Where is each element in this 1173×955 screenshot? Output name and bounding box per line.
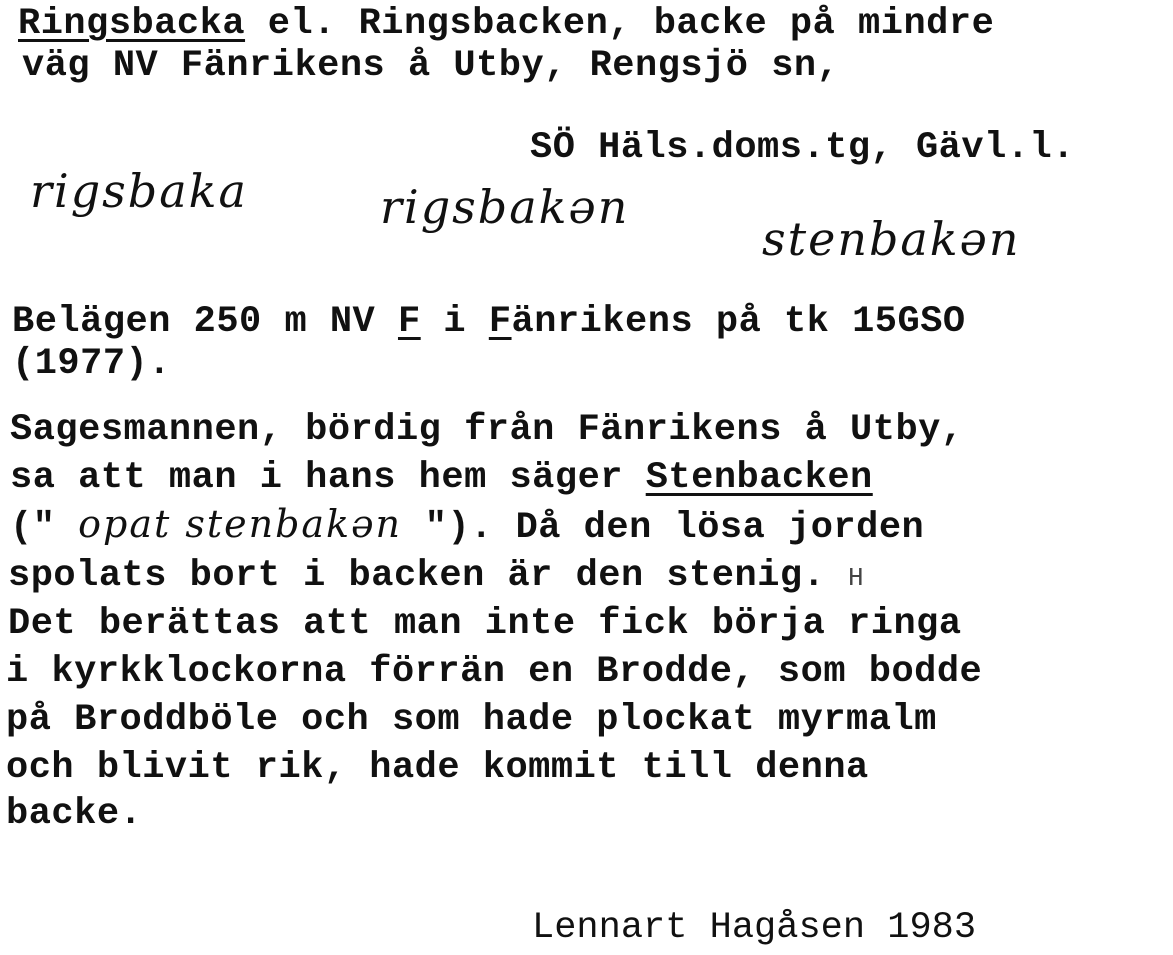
place-name: Ringsbacka: [18, 3, 246, 45]
pronunciation-form-3: stenbakən: [762, 212, 1021, 266]
body-line-9: backe.: [6, 793, 143, 835]
signature: Lennart Hagåsen 1983: [532, 907, 977, 949]
body-line-7: på Broddböle och som hade plockat myrmalm: [6, 699, 937, 741]
body-line-4-text: spolats bort i backen är den stenig.: [8, 555, 849, 597]
location-middle: i: [420, 301, 489, 343]
header-line-3: SÖ Häls.doms.tg, Gävl.l.: [530, 127, 1075, 169]
body-line-1: Sagesmannen, bördig från Fänrikens å Utby,: [10, 409, 964, 451]
pronunciation-form-1: rigsbaka: [30, 164, 248, 218]
header-line-2: väg NV Fänrikens å Utby, Rengsjö sn,: [22, 45, 840, 87]
location-line: [12, 302, 966, 342]
body-line-4: [8, 556, 864, 598]
body-line-2-text: sa att man i hans hem säger: [10, 457, 646, 499]
header-line-1: [18, 4, 994, 44]
body-line-3: [10, 504, 924, 548]
pronunciation-form-2: rigsbakən: [380, 180, 630, 234]
quote-open: (": [10, 507, 79, 549]
body-line-2: [10, 458, 873, 498]
body-line-6: i kyrkklockorna förrän en Brodde, som bodde: [6, 651, 983, 693]
body-line-5: Det berättas att man inte fick börja ringa: [8, 603, 962, 645]
margin-mark: H: [848, 563, 865, 593]
location-prefix: Belägen 250 m NV: [12, 301, 398, 343]
body-line-8: och blivit rik, hade kommit till denna: [6, 747, 869, 789]
body-line-3-text: "). Då den lösa jorden: [402, 507, 925, 549]
recorded-term: Stenbacken: [645, 457, 873, 499]
header-line-1-text: el. Ringsbacken, backe på mindre: [245, 3, 995, 45]
location-f1: F: [397, 301, 421, 343]
handwritten-quote: opat stenbakən: [78, 502, 403, 546]
location-suffix: änrikens på tk 15GSO: [511, 301, 966, 343]
location-f2: F: [488, 301, 512, 343]
location-year: (1977).: [12, 343, 171, 385]
